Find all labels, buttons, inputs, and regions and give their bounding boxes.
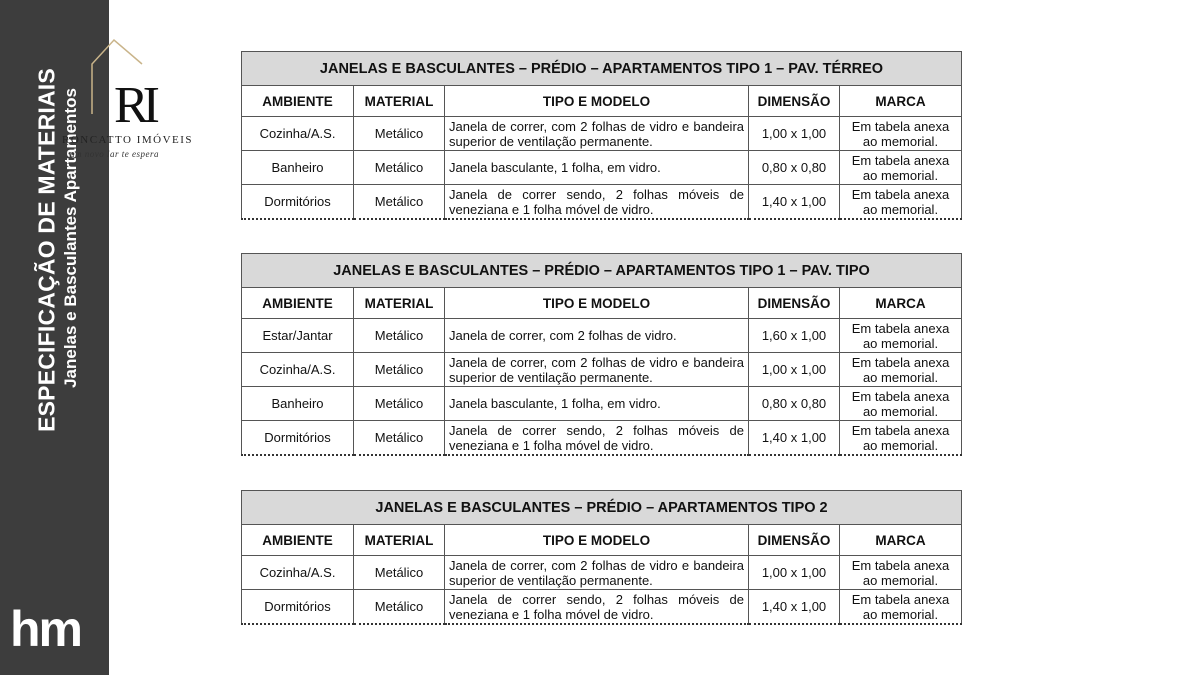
cell-material: Metálico <box>354 151 445 185</box>
cell-material: Metálico <box>354 421 445 456</box>
cell-marca: Em tabela anexa ao memorial. <box>840 185 962 220</box>
header-ambiente: AMBIENTE <box>242 86 354 117</box>
cell-dimensao: 1,00 x 1,00 <box>749 117 840 151</box>
cell-material: Metálico <box>354 556 445 590</box>
header-marca: MARCA <box>840 525 962 556</box>
table-row <box>242 185 962 220</box>
cell-marca: Em tabela anexa ao memorial. <box>840 353 962 387</box>
spec-table-tipo1-terreo <box>241 51 962 220</box>
cell-material: Metálico <box>354 117 445 151</box>
cell-dimensao: 1,00 x 1,00 <box>749 556 840 590</box>
header-material: MATERIAL <box>354 525 445 556</box>
cell-material: Metálico <box>354 319 445 353</box>
header-marca: MARCA <box>840 288 962 319</box>
table-row <box>242 387 962 421</box>
cell-marca: Em tabela anexa ao memorial. <box>840 387 962 421</box>
cell-ambiente: Dormitórios <box>242 421 354 456</box>
table-row <box>242 151 962 185</box>
cell-tipo: Janela de correr, com 2 folhas de vidro. <box>445 319 749 353</box>
cell-ambiente: Cozinha/A.S. <box>242 556 354 590</box>
cell-material: Metálico <box>354 185 445 220</box>
cell-tipo: Janela de correr sendo, 2 folhas móveis de veneziana e 1 folha móvel de vidro. <box>445 421 749 456</box>
logo-monogram: RI <box>114 77 154 134</box>
header-tipo: TIPO E MODELO <box>445 525 749 556</box>
header-material: MATERIAL <box>354 86 445 117</box>
cell-tipo: Janela basculante, 1 folha, em vidro. <box>445 387 749 421</box>
header-material: MATERIAL <box>354 288 445 319</box>
header-dimensao: DIMENSÃO <box>749 86 840 117</box>
cell-marca: Em tabela anexa ao memorial. <box>840 319 962 353</box>
table-row <box>242 353 962 387</box>
header-tipo: TIPO E MODELO <box>445 86 749 117</box>
logo-name: RONCATTO IMÓVEIS <box>62 134 194 146</box>
cell-ambiente: Cozinha/A.S. <box>242 353 354 387</box>
section-subtitle: Janelas e Basculantes Apartamentos <box>61 88 80 388</box>
header-dimensao: DIMENSÃO <box>749 288 840 319</box>
cell-ambiente: Estar/Jantar <box>242 319 354 353</box>
cell-tipo: Janela de correr, com 2 folhas de vidro e bandeira superior de ventilação permanente. <box>445 556 749 590</box>
table-row <box>242 421 962 456</box>
cell-tipo: Janela de correr, com 2 folhas de vidro e bandeira superior de ventilação permanente. <box>445 353 749 387</box>
cell-tipo: Janela de correr sendo, 2 folhas móveis de veneziana e 1 folha móvel de vidro. <box>445 185 749 220</box>
table-row <box>242 319 962 353</box>
header-tipo: TIPO E MODELO <box>445 288 749 319</box>
cell-material: Metálico <box>354 590 445 625</box>
cell-ambiente: Dormitórios <box>242 185 354 220</box>
cell-ambiente: Dormitórios <box>242 590 354 625</box>
header-marca: MARCA <box>840 86 962 117</box>
table-row <box>242 117 962 151</box>
cell-tipo: Janela de correr, com 2 folhas de vidro e bandeira superior de ventilação permanente. <box>445 117 749 151</box>
table-row <box>242 590 962 625</box>
table-row <box>242 556 962 590</box>
cell-marca: Em tabela anexa ao memorial. <box>840 151 962 185</box>
cell-dimensao: 1,40 x 1,00 <box>749 590 840 625</box>
cell-dimensao: 1,00 x 1,00 <box>749 353 840 387</box>
header-ambiente: AMBIENTE <box>242 288 354 319</box>
cell-ambiente: Banheiro <box>242 387 354 421</box>
spec-table-tipo2 <box>241 490 962 625</box>
cell-ambiente: Cozinha/A.S. <box>242 117 354 151</box>
table-title: JANELAS E BASCULANTES – PRÉDIO – APARTAMENTOS TIPO 2 <box>242 491 962 525</box>
cell-marca: Em tabela anexa ao memorial. <box>840 117 962 151</box>
cell-ambiente: Banheiro <box>242 151 354 185</box>
header-ambiente: AMBIENTE <box>242 525 354 556</box>
cell-material: Metálico <box>354 387 445 421</box>
cell-dimensao: 1,60 x 1,00 <box>749 319 840 353</box>
section-title: ESPECIFICAÇÃO DE MATERIAIS <box>33 68 60 432</box>
header-dimensao: DIMENSÃO <box>749 525 840 556</box>
cell-marca: Em tabela anexa ao memorial. <box>840 556 962 590</box>
cell-marca: Em tabela anexa ao memorial. <box>840 421 962 456</box>
cell-tipo: Janela de correr sendo, 2 folhas móveis de veneziana e 1 folha móvel de vidro. <box>445 590 749 625</box>
logo-tagline: um novo lar te espera <box>70 149 159 159</box>
brand-logo: hm <box>10 601 81 657</box>
cell-dimensao: 1,40 x 1,00 <box>749 421 840 456</box>
cell-material: Metálico <box>354 353 445 387</box>
company-logo <box>62 36 202 166</box>
cell-marca: Em tabela anexa ao memorial. <box>840 590 962 625</box>
table-title: JANELAS E BASCULANTES – PRÉDIO – APARTAMENTOS TIPO 1 – PAV. TIPO <box>242 254 962 288</box>
table-title: JANELAS E BASCULANTES – PRÉDIO – APARTAMENTOS TIPO 1 – PAV. TÉRREO <box>242 52 962 86</box>
cell-dimensao: 0,80 x 0,80 <box>749 387 840 421</box>
cell-tipo: Janela basculante, 1 folha, em vidro. <box>445 151 749 185</box>
cell-dimensao: 0,80 x 0,80 <box>749 151 840 185</box>
cell-dimensao: 1,40 x 1,00 <box>749 185 840 220</box>
spec-table-tipo1-tipo <box>241 253 962 456</box>
